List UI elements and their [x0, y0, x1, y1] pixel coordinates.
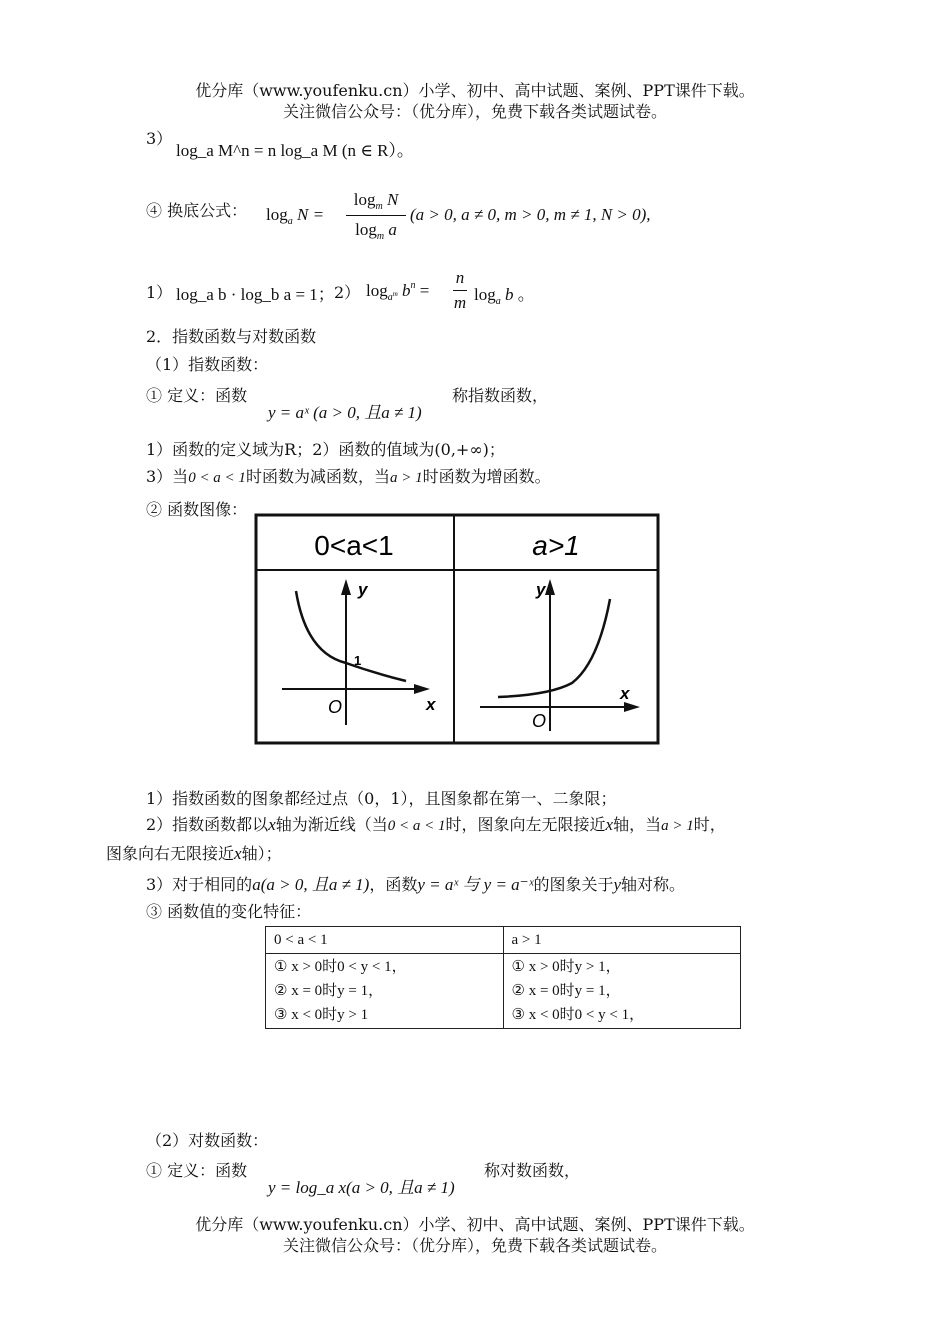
value-change-table: [265, 926, 741, 1029]
right-origin-label: O: [532, 711, 547, 731]
header-line-2: 关注微信公众号：（优分库），免费下载各类试题试卷。: [282, 102, 667, 121]
corollary-2-num: n: [455, 268, 465, 287]
table-cell: ① x > 0时0 < y < 1， ② x = 0时y = 1， ③ x < 0时y > 1: [266, 954, 504, 1029]
exp-def-label: ① 定义：函数: [146, 386, 248, 405]
log-title: （2）对数函数：: [146, 1131, 269, 1150]
table-header-cell: a > 1: [503, 927, 741, 954]
footer-line-2: 关注微信公众号：（优分库），免费下载各类试题试卷。: [282, 1236, 667, 1255]
exp-property-3: 3）当0 < a < 1时函数为减函数，当a > 1时函数为增函数。: [146, 467, 551, 486]
change-of-base-lhs: $\log_a N$ =: [266, 205, 325, 227]
corollary-1: log_a b · log_b a = 1；: [176, 285, 335, 304]
table-header-row: [266, 927, 741, 954]
fraction-bar: [346, 215, 406, 216]
corollary-2-lhs: $\log_{a^m} b^n$ =: [366, 280, 430, 303]
item3-label: 3）: [146, 129, 173, 148]
exp-note-2-cont: 图象向右无限接近x轴）；: [106, 844, 282, 863]
left-x-label: x: [426, 695, 436, 714]
log-def-suffix: 称对数函数，: [484, 1161, 581, 1180]
graph-col1-header: 0<a<1: [314, 530, 394, 561]
change-of-base-condition: (a > 0, a ≠ 0, m > 0, m ≠ 1, N > 0),: [410, 205, 651, 224]
exp-graph-figure: [254, 513, 660, 745]
graph-col2-header: a>1: [532, 530, 580, 561]
log-def-label: ① 定义：函数: [146, 1161, 248, 1180]
corollary-1-label: 1）: [146, 283, 173, 302]
corollary-2-label: 2）: [334, 283, 361, 302]
header-line-1: 优分库（www.youfenku.cn）小学、初中、高中试题、案例、PPT课件下载。: [195, 81, 755, 100]
table-header-cell: 0 < a < 1: [266, 927, 504, 954]
left-one-label: 1: [354, 653, 362, 668]
exp-note-3: 3）对于相同的a(a > 0, 且a ≠ 1)，函数y = aˣ 与 y = a⁻ˣ的图象关于y轴对称。: [146, 875, 686, 894]
right-y-label: y: [536, 580, 546, 599]
change-of-base-numerator: $\log_m N$: [353, 190, 399, 212]
table-cell: ① x > 0时y > 1， ② x = 0时y = 1， ③ x < 0时0 < y < 1，: [503, 954, 741, 1029]
change-features-title: ③ 函数值的变化特征：: [146, 902, 312, 921]
left-origin-label: O: [328, 697, 343, 717]
graph-label: ② 函数图像：: [146, 500, 248, 519]
exp-title: （1）指数函数：: [146, 355, 269, 374]
footer-line-1: 优分库（www.youfenku.cn）小学、初中、高中试题、案例、PPT课件下载。: [195, 1215, 755, 1234]
exp-property-1: 1）函数的定义域为R；2）函数的值域为(0,+∞)；: [146, 440, 505, 459]
left-y-label: y: [358, 580, 368, 599]
exp-note-2: 2）指数函数都以x轴为渐近线（当0 < a < 1时，图象向左无限接近x轴，当a > 1时，: [146, 815, 726, 834]
corollary-2-rhs: $\log_a b$ 。: [474, 285, 535, 307]
exp-def-suffix: 称指数函数，: [452, 386, 549, 405]
table-row: [266, 954, 741, 1029]
exp-note-1: 1）指数函数的图象都经过点（0，1），且图象都在第一、二象限；: [146, 789, 617, 808]
section-2-title: 2．指数函数与对数函数: [146, 327, 317, 346]
corollary-2-den: m: [453, 293, 467, 312]
change-of-base-denominator: $\log_m a$: [355, 220, 397, 242]
exp-def-formula: y = aˣ (a > 0, 且a ≠ 1): [268, 403, 422, 422]
fraction-bar: [453, 290, 467, 291]
log-def-formula: y = log_a x(a > 0, 且a ≠ 1): [268, 1178, 455, 1197]
change-of-base-label: ④ 换底公式：: [146, 201, 248, 220]
item3-formula: log_a M^n = n log_a M (n ∈ R）。: [176, 141, 414, 160]
right-x-label: x: [620, 684, 630, 703]
